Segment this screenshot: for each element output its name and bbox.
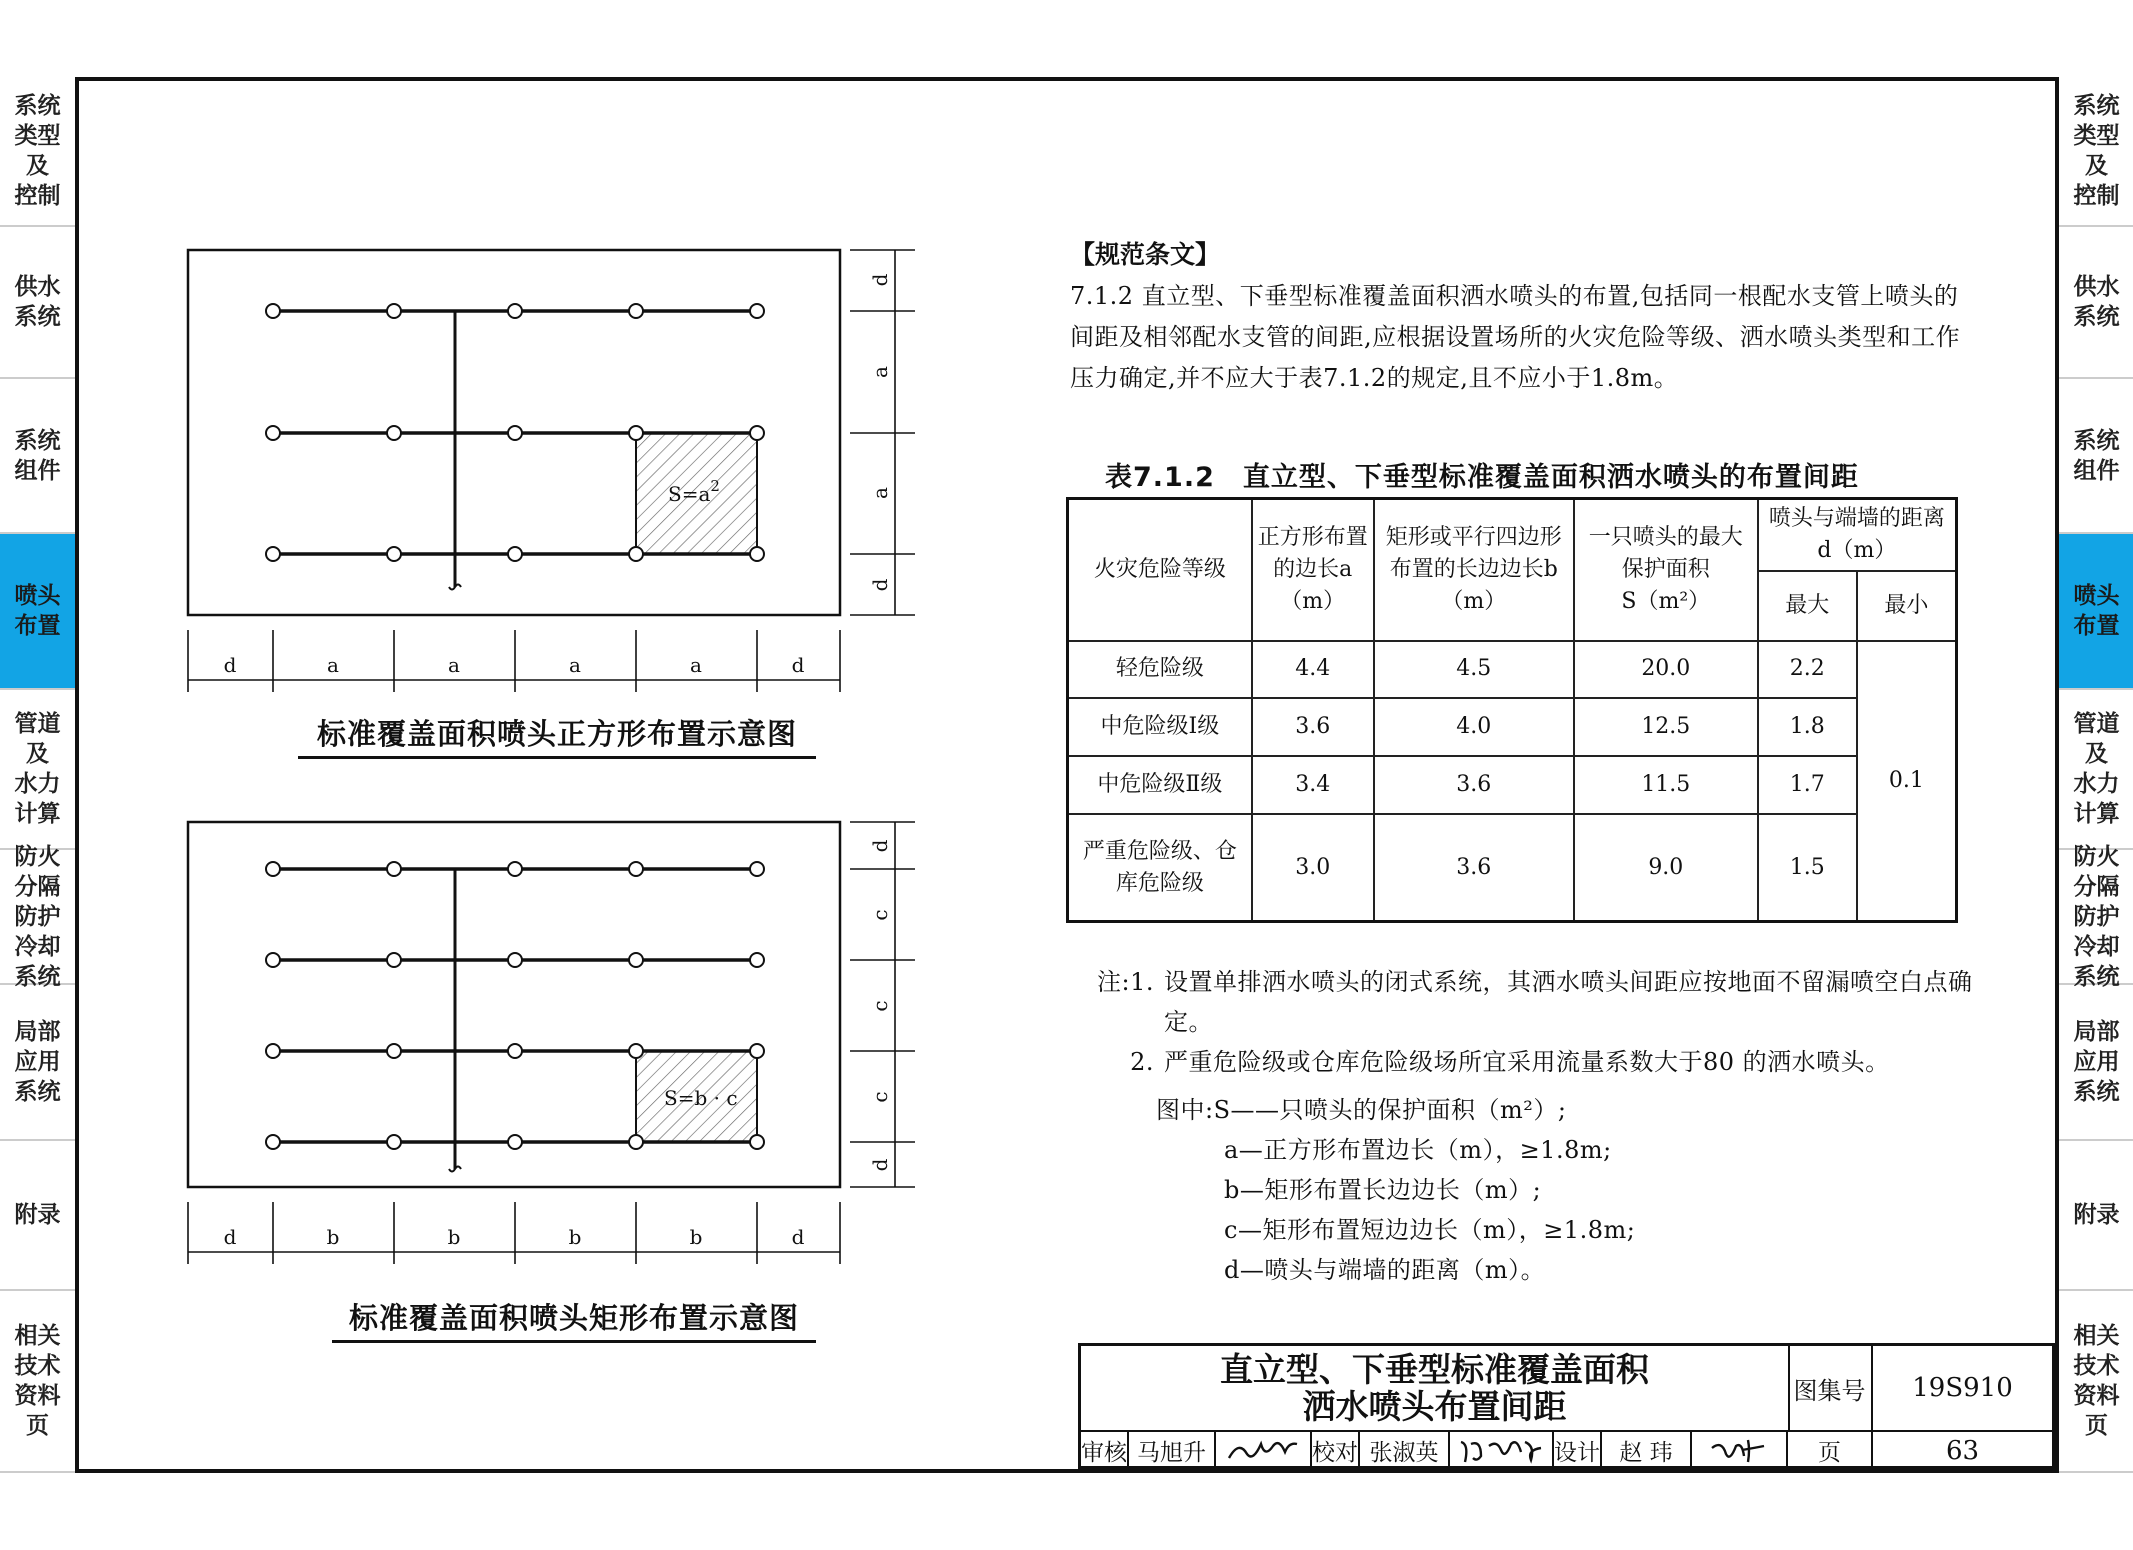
title-block: [1078, 1343, 2055, 1469]
page-label: 页: [1788, 1432, 1873, 1469]
sidebar-item[interactable]: 相关 技术 资料 页: [2059, 1291, 2133, 1473]
right-dim-label: d: [868, 1158, 892, 1172]
table-caption: 表7.1.2 直立型、下垂型标准覆盖面积洒水喷头的布置间距: [1105, 462, 1859, 493]
sidebar-item[interactable]: 喷头 布置: [0, 534, 75, 690]
table-row: [1068, 641, 1957, 699]
bottom-dim-label: b: [326, 1225, 340, 1249]
left-sidebar: [0, 77, 75, 1473]
rect-layout-diagram: [180, 812, 940, 1282]
sidebar-item[interactable]: 管道 及 水力 计算: [2059, 690, 2133, 850]
cell-a: 3.6: [1252, 698, 1374, 756]
reviewer-name: 马旭升: [1129, 1432, 1216, 1469]
bottom-dim-label: b: [689, 1225, 703, 1249]
legend-item: c—矩形布置短边边长（m），≥1.8m;: [1224, 1216, 1636, 1244]
design-label: 设计: [1554, 1432, 1602, 1469]
sidebar-item[interactable]: 局部 应用 系统: [0, 985, 75, 1141]
sidebar-item[interactable]: 供水 系统: [0, 227, 75, 379]
header-rect: 矩形或平行四边形布置的长边边长b（m）: [1374, 499, 1574, 641]
table-row: [1068, 756, 1957, 814]
sidebar-item[interactable]: 附录: [0, 1141, 75, 1291]
right-dim-label: d: [868, 578, 892, 592]
cell-b: 3.6: [1374, 756, 1574, 814]
header-hazard: 火灾危险等级: [1068, 499, 1252, 641]
cell-hazard: 轻危险级: [1068, 641, 1252, 699]
legend-head: 图中:S——只喷头的保护面积（m²）;: [1156, 1096, 1567, 1124]
sidebar-item[interactable]: 系统 类型 及 控制: [0, 77, 75, 227]
bottom-dim-label: a: [690, 653, 702, 677]
sidebar-item[interactable]: 防火 分隔 防护 冷却 系统: [0, 850, 75, 985]
reviewer-signature: [1216, 1432, 1312, 1469]
clause-heading: 【规范条文】: [1070, 240, 1221, 269]
review-label: 审核: [1081, 1432, 1129, 1469]
bottom-dim-label: b: [447, 1225, 461, 1249]
bottom-dim-label: a: [569, 653, 581, 677]
cell-s: 12.5: [1574, 698, 1758, 756]
checker-name: 张淑英: [1360, 1432, 1450, 1469]
right-dim-label: d: [868, 273, 892, 287]
sidebar-item[interactable]: 附录: [2059, 1141, 2133, 1291]
sidebar-item[interactable]: 供水 系统: [2059, 227, 2133, 379]
cell-dmin: 0.1: [1857, 641, 1957, 922]
right-dim-label: c: [868, 1000, 892, 1012]
right-sidebar: [2059, 77, 2133, 1473]
square-diagram-title: 标准覆盖面积喷头正方形布置示意图: [298, 712, 816, 759]
header-distance: 喷头与端墙的距离 d（m）: [1758, 499, 1957, 571]
sidebar-item[interactable]: 相关 技术 资料 页: [0, 1291, 75, 1473]
bottom-dim-label: a: [448, 653, 460, 677]
table-row: [1068, 814, 1957, 921]
header-min: 最小: [1857, 571, 1957, 641]
sidebar-item[interactable]: 系统 组件: [0, 379, 75, 534]
spacing-table: [1066, 497, 1958, 923]
cell-dmax: 2.2: [1758, 641, 1857, 699]
check-label: 校对: [1312, 1432, 1360, 1469]
notes: [1070, 962, 1980, 1290]
header-square: 正方形布置的边长a（m）: [1252, 499, 1374, 641]
cell-b: 3.6: [1374, 814, 1574, 921]
sidebar-item[interactable]: 系统 类型 及 控制: [2059, 77, 2133, 227]
right-dim-label: c: [868, 1091, 892, 1103]
atlas-number: 19S910: [1912, 1373, 2013, 1403]
cell-b: 4.5: [1374, 641, 1574, 699]
sidebar-item[interactable]: 防火 分隔 防护 冷却 系统: [2059, 850, 2133, 985]
cell-a: 4.4: [1252, 641, 1374, 699]
legend-item: b—矩形布置长边边长（m）;: [1224, 1176, 1542, 1204]
atlas-label: 图集号: [1788, 1346, 1873, 1430]
cell-b: 4.0: [1374, 698, 1574, 756]
right-dim-label: c: [868, 909, 892, 921]
cell-dmax: 1.7: [1758, 756, 1857, 814]
note-item: 2. 严重危险级或仓库危险级场所宜采用流量系数大于80 的洒水喷头。: [1130, 1048, 1890, 1076]
header-max: 最大: [1758, 571, 1857, 641]
cell-s: 9.0: [1574, 814, 1758, 921]
bottom-dim-label: d: [791, 1225, 805, 1249]
sidebar-item[interactable]: 喷头 布置: [2059, 534, 2133, 690]
cell-dmax: 1.5: [1758, 814, 1857, 921]
clause-body: 7.1.2 直立型、下垂型标准覆盖面积洒水喷头的布置,包括同一根配水支管上喷头的间距及相邻配水支管的间距,应根据设置场所的火灾危险等级、洒水喷头类型和工作压力确定,并不应大于表7.1.2的规定,且不应小于1.8m。: [1070, 282, 1961, 392]
designer-signature: [1692, 1432, 1788, 1469]
cell-a: 3.0: [1252, 814, 1374, 921]
signature-row: [1081, 1430, 2052, 1469]
cell-hazard: 中危险级Ⅱ级: [1068, 756, 1252, 814]
sidebar-item[interactable]: 局部 应用 系统: [2059, 985, 2133, 1141]
sidebar-item[interactable]: 系统 组件: [2059, 379, 2133, 534]
legend-item: a—正方形布置边长（m），≥1.8m;: [1224, 1136, 1612, 1164]
bottom-dim-label: b: [568, 1225, 582, 1249]
cell-dmax: 1.8: [1758, 698, 1857, 756]
table-row: [1068, 698, 1957, 756]
page-number: 63: [1945, 1435, 1980, 1466]
legend-item: d—喷头与端墙的距离（m）。: [1224, 1256, 1546, 1284]
area-label: S=b · c: [664, 1086, 738, 1110]
right-dim-label: d: [868, 839, 892, 853]
area-label: $S=a^2$: [668, 477, 720, 506]
square-layout-diagram: [180, 240, 940, 710]
cell-hazard: 中危险级Ⅰ级: [1068, 698, 1252, 756]
legend: [1156, 1090, 1980, 1290]
cell-s: 20.0: [1574, 641, 1758, 699]
rect-diagram-title: 标准覆盖面积喷头矩形布置示意图: [332, 1296, 816, 1343]
note-item: 注:1. 设置单排洒水喷头的闭式系统，其洒水喷头间距应按地面不留漏喷空白点确定。: [1097, 968, 1973, 1036]
designer-name: 赵 玮: [1602, 1432, 1692, 1469]
cell-a: 3.4: [1252, 756, 1374, 814]
right-dim-label: a: [868, 487, 892, 499]
sidebar-item[interactable]: 管道 及 水力 计算: [0, 690, 75, 850]
cell-hazard: 严重危险级、仓库危险级: [1068, 814, 1252, 921]
cell-s: 11.5: [1574, 756, 1758, 814]
checker-signature: [1450, 1432, 1554, 1469]
bottom-dim-label: a: [327, 653, 339, 677]
bottom-dim-label: d: [791, 653, 805, 677]
header-area: 一只喷头的最大保护面积 S（m²）: [1574, 499, 1758, 641]
bottom-dim-label: d: [223, 1225, 237, 1249]
bottom-dim-label: d: [223, 653, 237, 677]
drawing-title: 直立型、下垂型标准覆盖面积 洒水喷头布置间距: [1081, 1346, 1790, 1430]
right-dim-label: a: [868, 366, 892, 378]
